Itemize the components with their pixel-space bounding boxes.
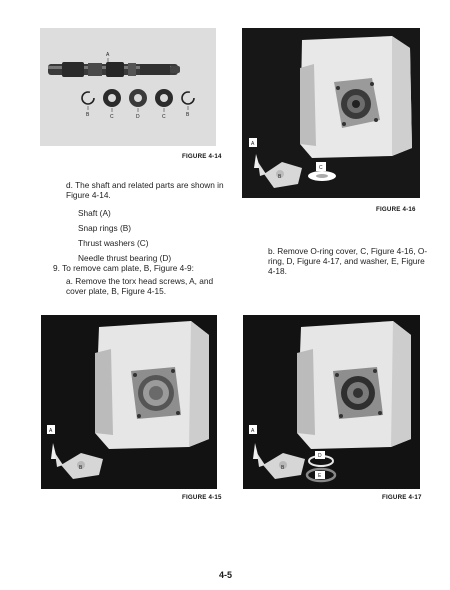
step-9b-text: b. Remove O-ring cover, C, Figure 4-16, O-ring, D, Figure 4-17, and washer, E, Figure 4-18. [268, 246, 428, 276]
part-snap-rings: Snap rings (B) [78, 223, 132, 233]
figure-4-15-caption: FIGURE 4-15 [182, 494, 222, 501]
fig17-label-e: E [318, 473, 322, 479]
part-needle-bearing: Needle thrust bearing (D) [78, 253, 172, 263]
fig17-label-d: D [318, 453, 322, 459]
page-number: 4-5 [219, 570, 233, 580]
fig14-label-a: A [106, 52, 110, 58]
fig16-label-b: B [278, 174, 282, 180]
fig17-label-a: A [251, 428, 255, 434]
figure-4-17-illustration [243, 315, 420, 489]
fig16-label-a: A [251, 141, 255, 147]
figure-4-15-photo [41, 315, 217, 489]
fig14-label-d: D [136, 114, 140, 120]
part-thrust-washers: Thrust washers (C) [78, 238, 149, 248]
part-shaft: Shaft (A) [78, 208, 111, 218]
figure-4-14-caption: FIGURE 4-14 [182, 153, 222, 160]
fig15-label-b: B [79, 465, 83, 471]
figure-4-17-caption: FIGURE 4-17 [382, 494, 422, 501]
step-9-text: 9. To remove cam plate, B, Figure 4-9: [53, 263, 194, 273]
figure-4-16-illustration [242, 28, 420, 198]
figure-4-16-caption: FIGURE 4-16 [376, 206, 416, 213]
fig14-label-c2: C [162, 114, 166, 120]
step-9a-text: a. Remove the torx head screws, A, and cover plate, B, Figure 4-15. [66, 276, 214, 296]
figure-4-14-illustration [40, 28, 216, 146]
fig14-label-b2: B [186, 112, 190, 118]
fig14-label-b1: B [86, 112, 90, 118]
figure-4-15-illustration [41, 315, 217, 489]
figure-4-14-photo [40, 28, 216, 146]
figure-4-17-photo [243, 315, 420, 489]
step-d-text: d. The shaft and related parts are shown in Figure 4-14. [66, 180, 224, 200]
fig15-label-a: A [49, 428, 53, 434]
figure-4-16-photo [242, 28, 420, 198]
fig17-label-b: B [281, 465, 285, 471]
fig16-label-c: C [319, 165, 323, 171]
fig14-label-c1: C [110, 114, 114, 120]
